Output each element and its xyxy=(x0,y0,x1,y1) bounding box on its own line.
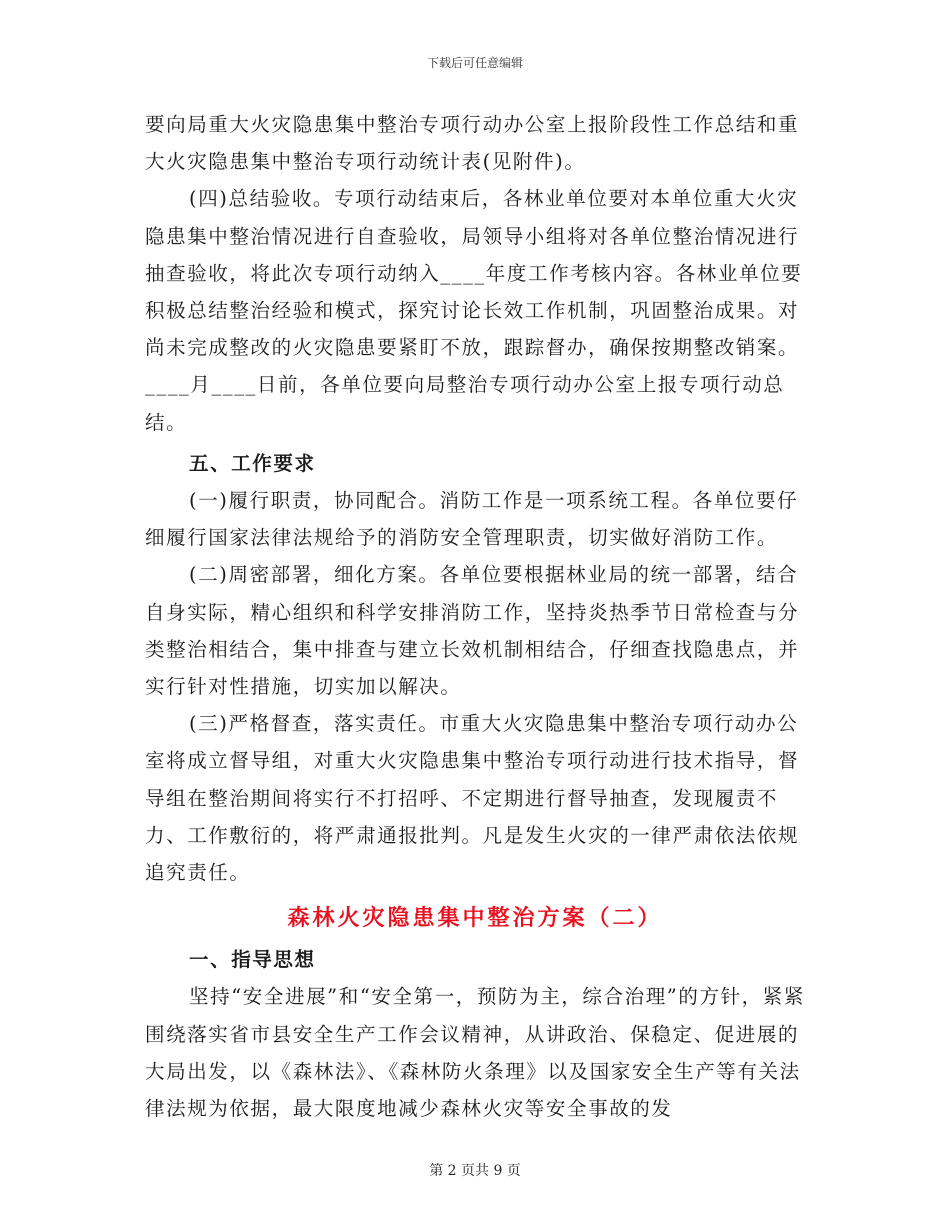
page-header-note: 下载后可任意编辑 xyxy=(426,56,523,70)
body-paragraph: (一)履行职责，协同配合。消防工作是一项系统工程。各单位要仔细履行国家法律法规给予的消防安全管理职责，切实做好消防工作。 xyxy=(145,489,799,550)
body-paragraph: (四)总结验收。专项行动结束后，各林业单位要对本单位重大火灾隐患集中整治情况进行自查验收，局领导小组将对各单位整治情况进行抽查验收，将此次专项行动纳入____年度工作考核内容。各林业单位要积极总结整治经验和模式，探究讨论长效工作机制，巩固整治成果。对尚未完成整改的火灾隐患要紧盯不放，跟踪督办，确保按期整改销案。____月____日前，各单位要向局整治专项行动办公室上报专项行动总结。 xyxy=(145,187,803,434)
document-body xyxy=(145,106,805,1127)
body-paragraph: (二)周密部署，细化方案。各单位要根据林业局的统一部署，结合自身实际，精心组织和科学安排消防工作，坚持炎热季节日常检查与分类整治相结合，集中排查与建立长效机制相结合，仔细查找隐患点，并实行针对性措施，切实加以解决。 xyxy=(145,563,800,699)
body-paragraph: 坚持“安全进展”和“安全第一，预防为主，综合治理”的方针，紧紧围绕落实省市县安全生产工作会议精神，从讲政治、保稳定、促进展的大局出发，以《森林法》、《森林防火条理》以及国家安全生产等有关法律法规为依据，最大限度地减少森林火灾等安全事故的发 xyxy=(145,985,805,1121)
body-paragraph: (三)严格督查，落实责任。市重大火灾隐患集中整治专项行动办公室将成立督导组，对重大火灾隐患集中整治专项行动进行技术指导，督导组在整治期间将实行不打招呼、不定期进行督导抽查，发现履责不力、工作敷衍的，将严肃通报批判。凡是发生火灾的一律严肃依法依规追究责任。 xyxy=(145,712,800,885)
section-heading: 五、工作要求 xyxy=(189,451,316,475)
section-heading: 一、指导思想 xyxy=(189,948,316,972)
document-title: 森林火灾隐患集中整治方案（二） xyxy=(287,906,663,932)
page-number: 第 2 页共 9 页 xyxy=(429,1163,521,1179)
body-paragraph: 要向局重大火灾隐患集中整治专项行动办公室上报阶段性工作总结和重大火灾隐患集中整治专项行动统计表(见附件)。 xyxy=(145,113,800,174)
